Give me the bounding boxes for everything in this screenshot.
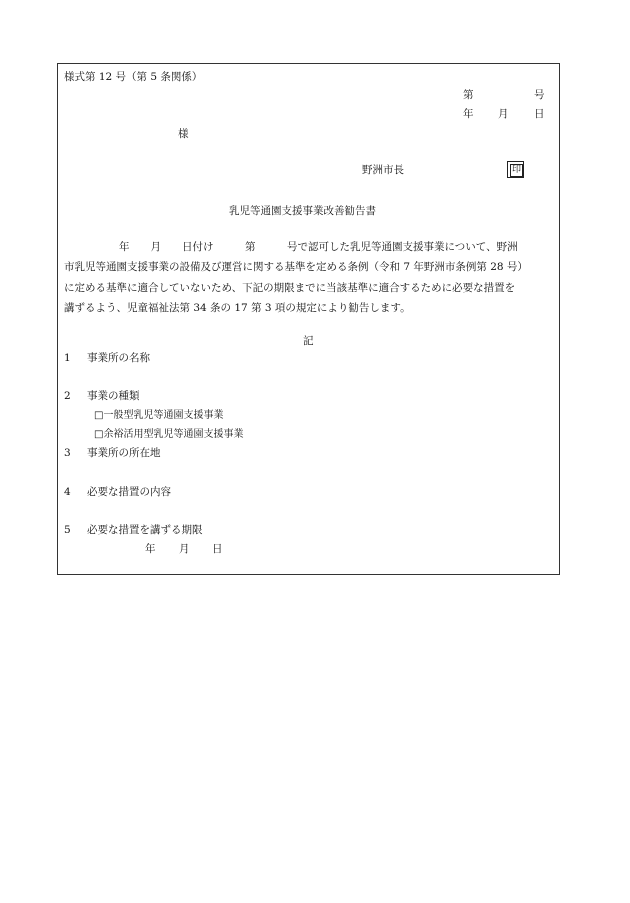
doc-number-dai: 第 <box>463 89 474 101</box>
item-3-number: 3 <box>64 447 71 459</box>
business-type-surplus: □余裕活用型乳児等通園支援事業 <box>94 429 244 440</box>
item-3-label: 事業所の所在地 <box>87 447 161 459</box>
issuer-name: 野洲市長 <box>362 164 404 176</box>
document-title: 乳児等通園支援事業改善勧告書 <box>229 205 376 217</box>
body-line: 講ずるよう、児童福祉法第 34 条の 17 第 3 項の規定により勧告します。 <box>64 301 411 314</box>
date-bottom-day: 日 <box>212 543 223 555</box>
ki-heading: 記 <box>303 335 314 347</box>
body-line: 市乳児等通園支援事業の設備及び運営に関する基準を定める条例（令和 7 年野洲市条例第 28 号） <box>64 261 528 274</box>
item-5-number: 5 <box>64 524 71 536</box>
body-line: に定める基準に適合していないため、下記の期限までに当該基準に適合するために必要な措置を <box>64 281 516 294</box>
form-label: 様式第 12 号（第 5 条関係） <box>64 71 203 83</box>
item-5-label: 必要な措置を講ずる期限 <box>87 524 203 536</box>
date-bottom-month: 月 <box>179 543 190 555</box>
body-line: 年 月 日付け 第 号で認可した乳児等通園支援事業について、野洲 <box>119 241 518 253</box>
seal-char: 印 <box>511 165 521 175</box>
seal-box <box>507 161 524 178</box>
date-bottom-year: 年 <box>145 543 156 555</box>
date-top-month: 月 <box>498 108 509 120</box>
item-1-label: 事業所の名称 <box>87 352 150 364</box>
item-1-number: 1 <box>64 352 71 364</box>
item-4-number: 4 <box>64 486 71 498</box>
item-4-label: 必要な措置の内容 <box>87 486 171 498</box>
date-top-year: 年 <box>463 108 474 120</box>
date-top-day: 日 <box>534 108 545 120</box>
doc-number-go: 号 <box>534 89 545 101</box>
item-2-number: 2 <box>64 390 71 402</box>
body-paragraph <box>64 237 554 318</box>
addressee-suffix: 様 <box>178 128 189 140</box>
item-2-label: 事業の種類 <box>87 390 140 402</box>
business-type-general: □一般型乳児等通園支援事業 <box>94 410 224 421</box>
